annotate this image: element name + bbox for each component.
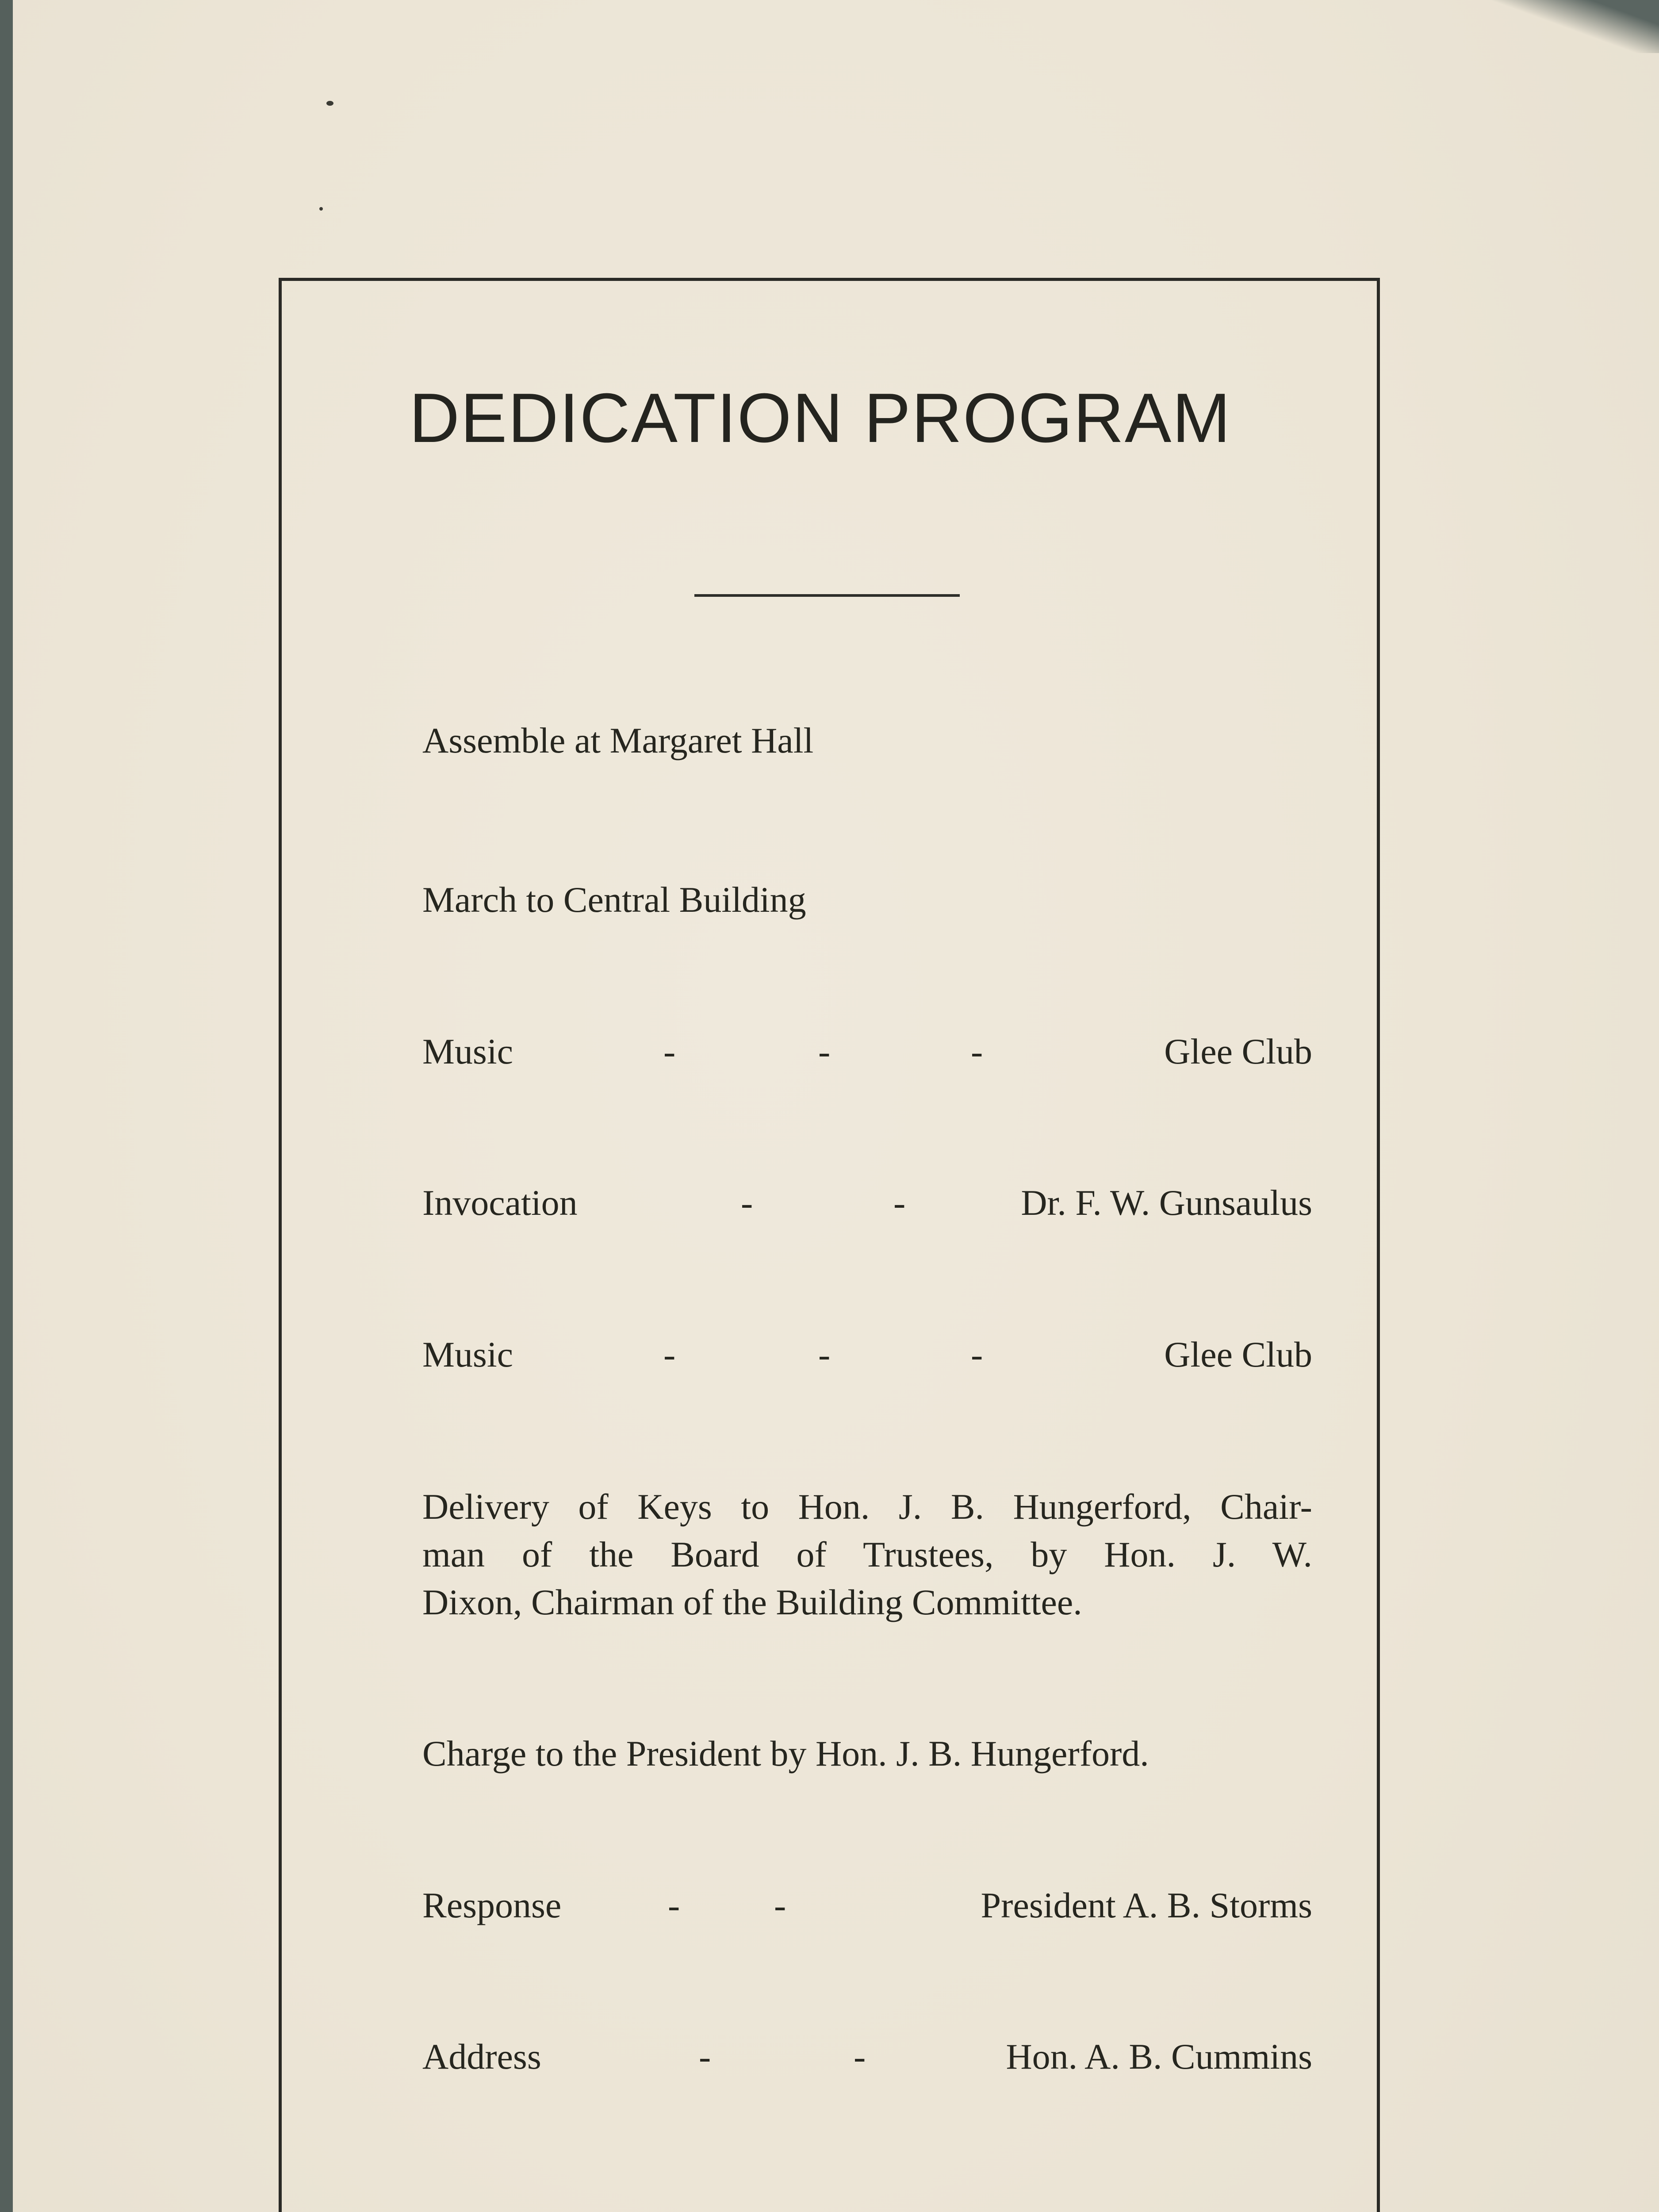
torn-corner-shadow (1429, 0, 1659, 53)
leader-dash: - (971, 1334, 983, 1375)
item-label: Address (422, 2036, 541, 2077)
item-performer: Dr. F. W. Gunsaulus (1021, 1183, 1312, 1223)
page-title: DEDICATION PROGRAM (409, 379, 1231, 457)
item-performer: Glee Club (1164, 1334, 1312, 1375)
leader-dash: - (699, 2036, 711, 2077)
leader-dash: - (893, 1183, 906, 1223)
item-performer: President A. B. Storms (981, 1885, 1312, 1925)
program-item-delivery (422, 1483, 1312, 1626)
leader-dash: - (668, 1885, 680, 1925)
item-label: Invocation (422, 1183, 578, 1223)
paper-speck (319, 207, 323, 211)
leader-dash: - (818, 1334, 831, 1375)
leader-dash: - (971, 1031, 983, 1071)
item-performer: Hon. A. B. Cummins (1006, 2036, 1312, 2077)
leader-dash: - (774, 1885, 786, 1925)
paper-speck (326, 101, 333, 106)
leader-dash: - (818, 1031, 831, 1071)
leader-dash: - (663, 1031, 676, 1071)
item-text: Assemble at Margaret Hall (422, 720, 814, 760)
item-performer: Glee Club (1164, 1031, 1312, 1071)
delivery-line: Delivery of Keys to Hon. J. B. Hungerford, Chair- (422, 1486, 1312, 1527)
item-label: Response (422, 1885, 562, 1925)
leader-dash: - (663, 1334, 676, 1375)
item-text: March to Central Building (422, 879, 806, 920)
leader-dash: - (741, 1183, 753, 1223)
delivery-line: Dixon, Chairman of the Building Committee. (422, 1582, 1082, 1622)
item-label: Music (422, 1031, 513, 1071)
delivery-line: man of the Board of Trustees, by Hon. J. W. (422, 1534, 1312, 1575)
title-divider (694, 594, 960, 597)
item-text: Charge to the President by Hon. J. B. Hungerford. (422, 1733, 1149, 1774)
item-label: Music (422, 1334, 513, 1375)
leader-dash: - (854, 2036, 866, 2077)
